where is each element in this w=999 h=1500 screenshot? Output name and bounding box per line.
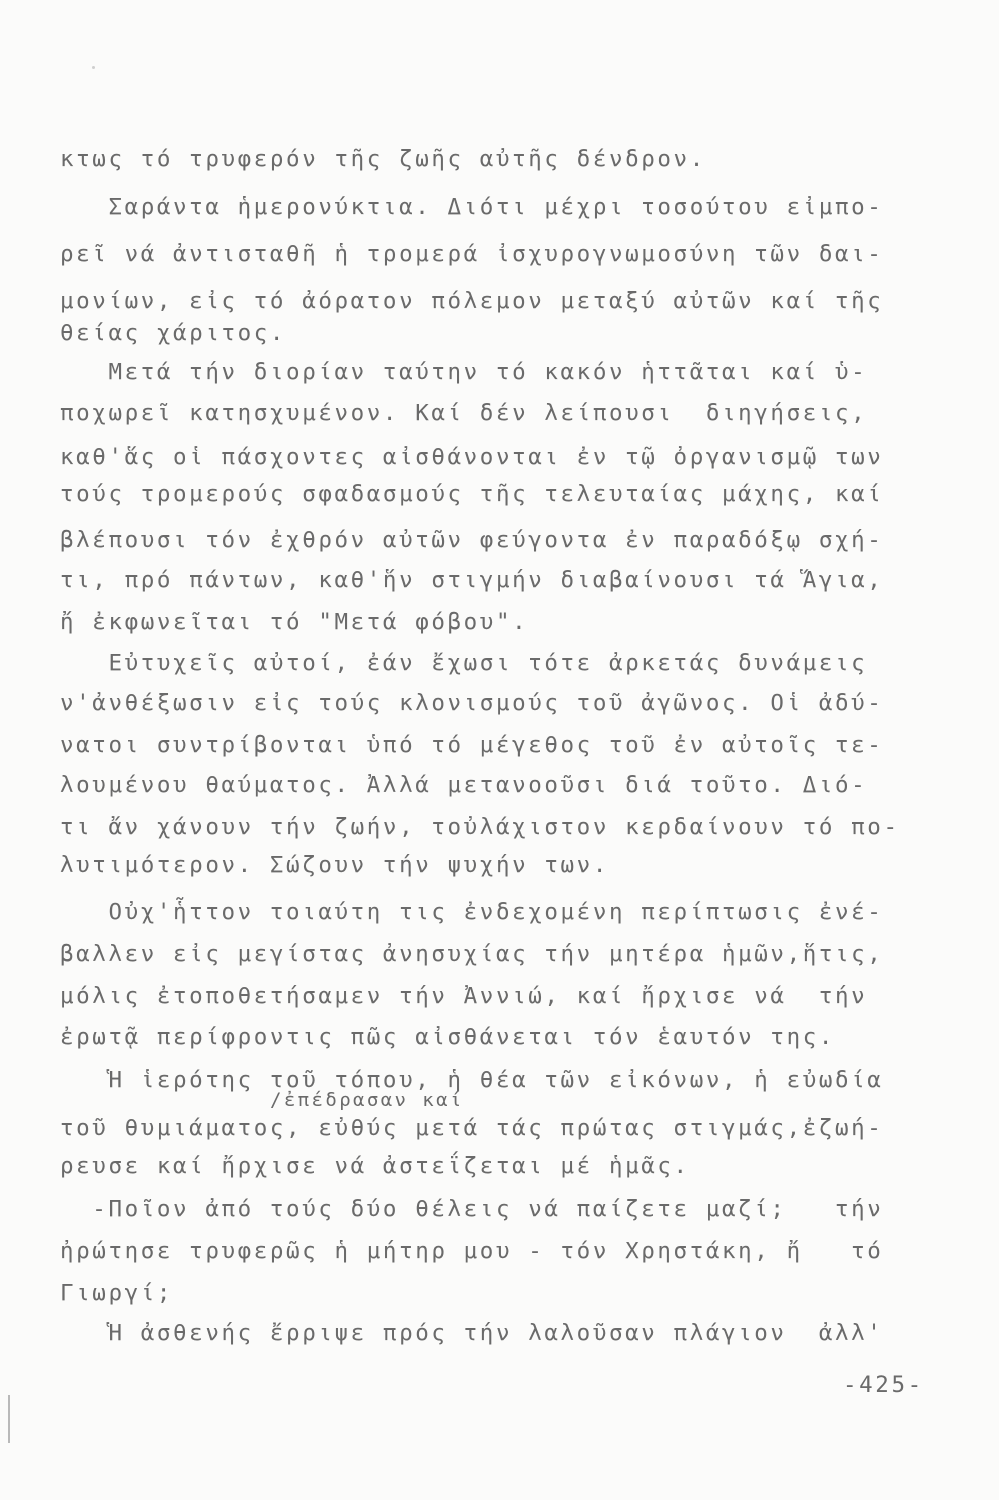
text-line: λυτιμότερον. Σώζουν τήν ψυχήν των. [60,852,609,878]
text-line: ποχωρεῖ κατησχυμένον. Καί δέν λείπουσι διηγήσεις, [60,400,868,426]
text-line: μόλις ἐτοποθετήσαμεν τήν Ἀννιώ, καί ἤρχισε νά τήν [60,983,868,1009]
text-line: καθ'ἅς οἱ πάσχοντες αἰσθάνονται ἐν τῷ ὀργανισμῷ των [60,444,884,470]
text-line: βαλλεν εἰς μεγίστας ἀνησυχίας τήν μητέρα ἡμῶν,ἥτις, [60,941,884,967]
text-line: ρευσε καί ἤρχισε νά ἀστεΐζεται μέ ἡμᾶς. [60,1153,690,1179]
text-line: θείας χάριτος. [60,320,287,346]
handwritten-insertion: /ἐπέδρασαν καί [270,1089,464,1111]
scan-speck [92,66,95,69]
text-line: Εὐτυχεῖς αὐτοί, ἐάν ἔχωσι τότε ἀρκετάς δυνάμεις [60,650,868,676]
text-line: τι, πρό πάντων, καθ'ἥν στιγμήν διαβαίνουσι τά Ἅγια, [60,567,884,593]
text-line: Οὐχ'ἧττον τοιαύτη τις ἐνδεχομένη περίπτωσις ἐνέ- [60,899,884,925]
text-line: λουμένου θαύματος. Ἀλλά μετανοοῦσι διά τοῦτο. Διό- [60,772,868,798]
text-line: τι ἄν χάνουν τήν ζωήν, τοὐλάχιστον κερδαίνουν τό πο- [60,814,900,840]
text-line: Ἡ ἀσθενής ἔρριψε πρός τήν λαλοῦσαν πλάγιον ἀλλ' [60,1320,884,1346]
text-line: Γιωργί; [60,1280,174,1306]
text-line: τοῦ θυμιάματος, εὐθύς μετά τάς πρώτας στιγμάς,ἐζωή- [60,1115,884,1141]
page-number: -425- [843,1372,924,1398]
text-line: μονίων, εἰς τό ἀόρατον πόλεμον μεταξύ αὐτῶν καί τῆς [60,288,884,314]
text-line: Μετά τήν διορίαν ταύτην τό κακόν ἡττᾶται καί ὑ- [60,359,868,385]
text-line: -Ποῖον ἀπό τούς δύο θέλεις νά παίζετε μαζί; τήν [60,1196,884,1222]
text-line: νατοι συντρίβονται ὑπό τό μέγεθος τοῦ ἐν αὐτοῖς τε- [60,732,884,758]
text-line: κτως τό τρυφερόν τῆς ζωῆς αὐτῆς δένδρον. [60,146,706,172]
text-line: βλέπουσι τόν ἐχθρόν αὐτῶν φεύγοντα ἐν παραδόξῳ σχή- [60,527,884,553]
scan-edge-mark [8,1395,10,1443]
text-line: Σαράντα ἡμερονύκτια. Διότι μέχρι τοσούτου εἰμπο- [60,194,884,220]
text-line: ἤ ἐκφωνεῖται τό "Μετά φόβου". [60,609,529,635]
text-line: ἐρωτᾷ περίφροντις πῶς αἰσθάνεται τόν ἑαυτόν της. [60,1024,836,1050]
text-line: ρεῖ νά ἀντισταθῆ ἡ τρομερά ἰσχυρογνωμοσύνη τῶν δαι- [60,241,884,267]
text-line: τούς τρομερούς σφαδασμούς τῆς τελευταίας μάχης, καί [60,481,884,507]
text-line: ἠρώτησε τρυφερῶς ἡ μήτηρ μου - τόν Χρηστάκη, ἤ τό [60,1238,884,1264]
text-line: Ἡ ἱερότης τοῦ τόπου, ἡ θέα τῶν εἰκόνων, ἡ εὐωδία [60,1067,884,1093]
text-line: ν'ἀνθέξωσιν εἰς τούς κλονισμούς τοῦ ἀγῶνος. Οἱ ἀδύ- [60,690,884,716]
